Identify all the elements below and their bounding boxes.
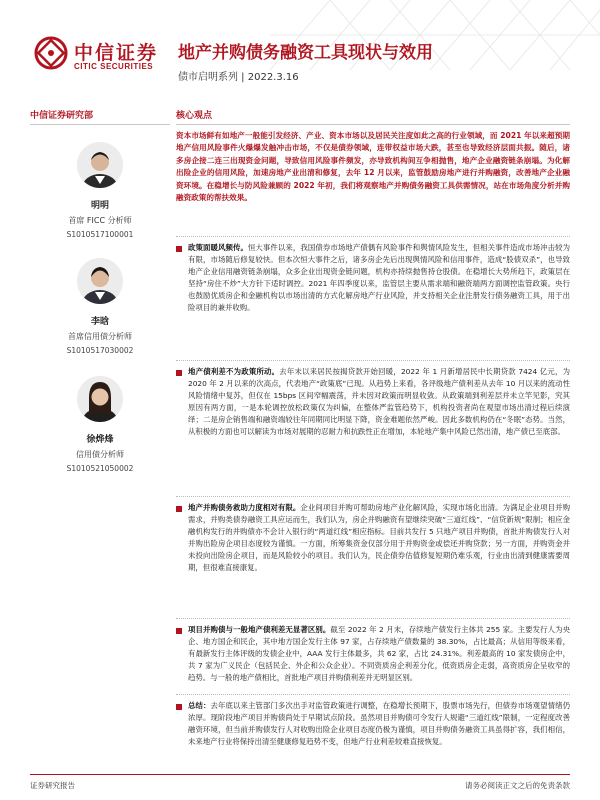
footer-divider	[30, 774, 570, 775]
viewpoint-section	[176, 496, 570, 575]
avatar-icon	[77, 258, 123, 304]
analyst-role: 首席 FICC 分析师	[68, 216, 132, 225]
divider	[176, 124, 570, 125]
analyst-name: 明明	[90, 201, 109, 211]
section-heading: 地产并购债务救助力度相对有限。	[188, 503, 301, 512]
section-heading: 政策面暖风频传。	[188, 243, 248, 252]
section-heading: 总结：	[188, 701, 211, 710]
avatar	[77, 142, 123, 188]
department-label: 中信证券研究部	[30, 111, 94, 121]
core-views-heading: 核心观点	[176, 111, 213, 121]
section-text	[188, 700, 570, 748]
avatar-icon	[77, 142, 123, 188]
avatar	[77, 258, 123, 304]
avatar	[77, 376, 123, 422]
citic-logo	[34, 36, 174, 76]
analyst-cert-id: S1010517100001	[66, 230, 134, 239]
report-subtitle: 债市启明系列 | 2022.3.16	[178, 72, 299, 83]
section-text	[188, 366, 570, 439]
analyst-role: 信用债分析师	[76, 450, 124, 459]
section-bullet-icon	[176, 246, 182, 252]
section-text	[188, 624, 570, 684]
section-bullet-icon	[176, 704, 182, 710]
section-body: 去年底以来主管部门多次出手对监管政策进行调整，在稳增长预期下，股票市场先行，但债券市场观望情绪仍浓厚。现阶段地产项目并购债尚处于早期试点阶段。虽然项目并购债可令发行人规避“三道红线”限制，一定程度改善融资环境，但当前并购债发行人对收购出险企业项目态度仍极为谨慎，项目并购债务融资工具虽得扩容，我们相信，未来地产行业将保持出清至健康修复趋势不变，但地产行业利差较难直接恢复。	[188, 701, 570, 747]
report-header	[0, 0, 600, 96]
report-title: 地产并购债务融资工具现状与效用	[178, 43, 433, 63]
section-heading: 地产债利差不为政策所动。	[188, 367, 280, 376]
avatar-icon	[77, 376, 123, 422]
viewpoint-section	[176, 236, 570, 315]
footer-report-type: 证券研究报告	[30, 781, 75, 790]
section-text	[188, 242, 570, 315]
citic-logo-icon	[34, 36, 68, 70]
analyst-card	[30, 142, 170, 239]
section-body: 企业间项目并购可帮助房地产业化解风险，实现市场化出清。为满足企业项目并购需求，并购类债券融资工具应运而生，我们认为，房企并购融资有望继续突破“三道红线”、“信贷新规”限制；相应金融机构发行的并购债亦不会计入银行的“两道红线”相应指标。目前共发行 5 只地产项目并购债，首批并购债发行人对并购出险房企项目态度较为谨慎。一方面，所筹集资金仅部分用于并购资金或偿还并购贷款；另一方面，并购资金并未投向出险房企项目，而是风险较小的项目。我们认为，民企债券估值修复短期仍难乐观，行业由出清到健康需要周期，但很难直接康复。	[188, 503, 570, 573]
analyst-cert-id: S1010521050002	[66, 464, 134, 473]
section-bullet-icon	[176, 370, 182, 376]
analyst-role: 首席信用债分析师	[68, 332, 132, 341]
section-heading: 项目并购债与一般地产债利差无显著区别。	[188, 625, 331, 634]
section-bullet-icon	[176, 506, 182, 512]
analyst-card	[30, 258, 170, 355]
section-body: 去年末以来居民按揭贷款开始回暖，2022 年 1 月新增居民中长期贷款 7424 亿元，为 2020 年 2 月以来的次高点，代表地产“政策底”已现。从趋势上来看，各评级地产债利差从去年 10 月以来的流动性风险情绪中复苏，但仅在 15bps 区间窄幅震荡，并未因对政策而明显收敛。从政策端到利差层并未立竿见影，究其原因有两方面，一是本轮调控放松政策仅为纠偏，在整体严监管趋势下，机构投资者尚在观望市场出清过程后续演绎；二是房企销售端和融资端较往年同期同比明显下降，资金难题依然严峻。因此多数机构仍在“冬眠”态势。当然，从积极的方面也可以解读为市场对展期的忍耐力和抗跌性正在增加，本轮地产集中风险已然出清，地产债已至底部。	[188, 367, 570, 437]
analyst-name: 李晗	[90, 317, 109, 327]
viewpoint-section	[176, 694, 570, 748]
section-text	[188, 502, 570, 575]
viewpoint-section	[176, 618, 570, 684]
divider	[30, 124, 170, 125]
section-body: 截至 2022 年 2 月末，存续地产债发行主体共 255 家。主要发行人为央企、地方国企和民企，其中地方国企发行主体 97 家，占存续地产债数量的 38.30%，占比最高；从信用等级来看，有最新发行主体评级的发债企业中，AAA 发行主体最多，共 62 家，占比 24.31%。利差最高的 10 家发债房企中，共 7 家为广义民企（包括民企、外企和公众企业）。不同资质房企利差分化，低资质房企走弱，高资质房企呈收窄的趋势。与一般的地产债相比，首批地产项目并购债利差并无明显区别。	[188, 625, 570, 683]
analyst-cert-id: S1010517030002	[66, 346, 134, 355]
logo-chinese: 中信证券	[74, 42, 159, 64]
viewpoint-section	[176, 360, 570, 439]
logo-english: CITIC SECURITIES	[74, 62, 154, 71]
section-body: 恒大事件以来，我国债券市场地产债偶有风险事件和舆情风险发生，但相关事件造成市场冲击较为有限，市场随后修复较快。但本次恒大事件之后，诸多房企先后出现舆情风险和信用事件，造成“股债双杀”，也导致地产企业信用融资链条崩塌，众多企业出现资金链问题，机构亦持续抛售持仓股债。在稳增长大势所趋下，政策层在坚持“房住不炒”大方针下适时调控。2021 年四季度以来，监管层主要从需求端和融资端两方面调控监管政策。央行也鼓励优质房企和金融机构以市场出清的方式化解房地产行业风险，并支持相关企业注册发行债务融资工具，用于出险项目的兼并收购。	[188, 243, 570, 313]
analyst-card	[30, 376, 170, 473]
summary-paragraph: 资本市场鲜有如地产一般能引发经济、产业、资本市场以及居民关注度如此之高的行业领域，而 2021 年以来超预期地产信用风险事件火爆爆发触冲击市场，不仅是债券领域，连带权益市场大跌，甚至也导致经济层面共振。随后，诸多房企接二连三出现资金问题，导致信用风险事件频发，亦导致机构间互争相抛售，地产企业融资链条崩塌。为化解出险企业的信用风险，加速房地产业出清和修复，去年 12 月以来，监管鼓励房地产进行并购融资，改善地产企业融资环境。在稳增长与防风险兼顾的 2022 年初，我们将观察地产并购债务融资工具供需情况，站在市场角度分析并购融资政策的帮扶效果。	[176, 131, 570, 203]
footer-disclaimer-note: 请务必阅读正文之后的免责条款	[465, 781, 570, 790]
analyst-name: 徐烨烽	[86, 435, 114, 445]
section-bullet-icon	[176, 628, 182, 634]
